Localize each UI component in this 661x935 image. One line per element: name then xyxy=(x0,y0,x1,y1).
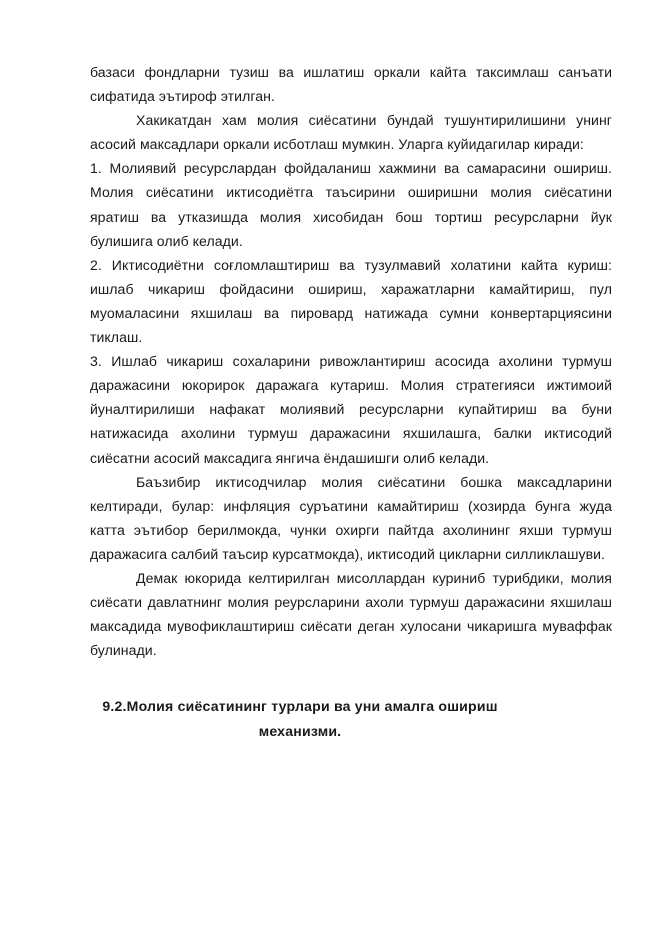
section-heading xyxy=(60,694,540,744)
section-heading-line-2: механизми. xyxy=(258,723,342,739)
paragraph-other-goals: Баъзибир иктисодчилар молия сиёсатини бошка максадларини келтиради, булар: инфляция суръатини камайтириш (хозирда бунга жуда катта эътибор берилмокда, чунки охирги пайтда ахолининг яхши турмуш даражасига салбий таъсир курсатмокда), иктисодий цикларни силликлашуви. xyxy=(90,473,612,562)
paragraph-point-1: 1. Молиявий ресурслардан фойдаланиш хажмини ва самарасини ошириш. Молия сиёсатини иктисодиётга таъсирини оширишни молия сиёсатини яратиш ва утказишда молия хисобидан бош тортиш ресурсларни йук булишига олиб келади. xyxy=(90,160,612,249)
paragraph-conclusion: Демак юкорида келтирилган мисоллардан куриниб турибдики, молия сиёсати давлатнинг молия реурсларини ахоли турмуш даражасини яхшилаш максадида мувофиклаштириш сиёсати деган хулосани чикаришга муваффак булинади. xyxy=(90,569,612,659)
section-heading-line-1: 9.2.Молия сиёсатининг турлари ва уни амалга ошириш xyxy=(102,698,498,714)
paragraph-continuation: базаси фондларни тузиш ва ишлатиш оркали кайта таксимлаш санъати сифатида эътироф этилган. xyxy=(90,64,612,105)
paragraph-point-3: 3. Ишлаб чикариш сохаларини ривожлантириш асосида ахолини турмуш даражасини юкорирок даражага кутариш. Молия стратегияси ижтимоий йуналтирилиши нафакат молиявий ресурсларни купайтириш ва буни натижасида ахолини турмуш даражасини яхшилашга, балки иктисодий сиёсатни асосий максадига янгича ёндашишги олиб келади. xyxy=(90,353,612,466)
paragraph-point-2: 2. Иктисодиётни соғломлаштириш ва тузулмавий холатини кайта куриш: ишлаб чикариш фойдасини ошириш, харажатларни камайтириш, пул муомаласини яхшилаш ва пировард натижада сумни конвертарциясини тиклаш. xyxy=(90,256,612,346)
document-body xyxy=(90,60,612,662)
paragraph-intro: Хакикатдан хам молия сиёсатини бундай тушунтирилишини унинг асосий максадлари оркали исботлаш мумкин. Уларга куйидагилар киради: xyxy=(90,112,612,153)
